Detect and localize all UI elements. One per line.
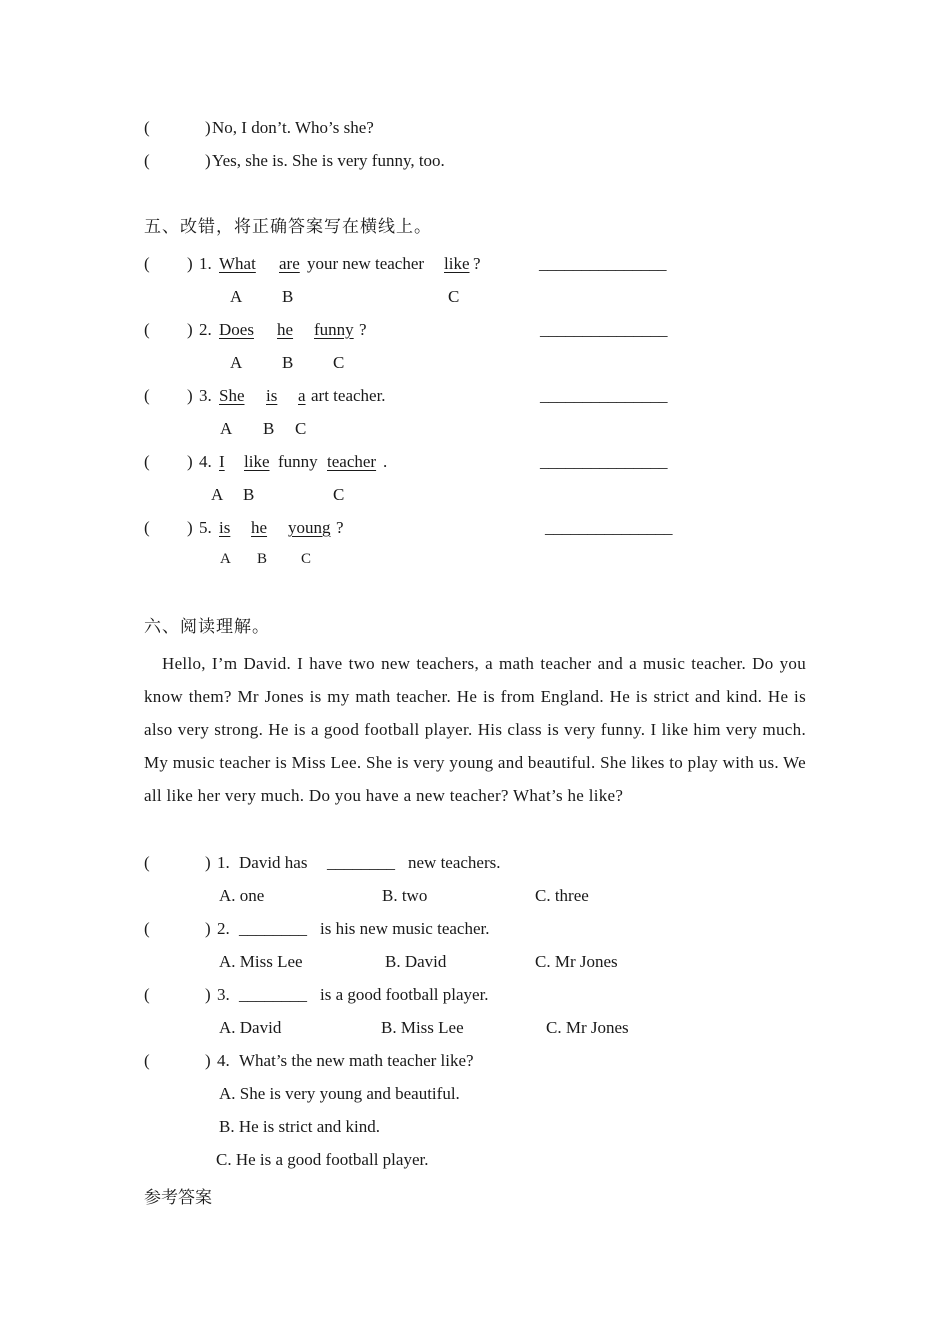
option-b-word: is xyxy=(266,386,278,405)
option-a[interactable]: A. one xyxy=(219,886,265,905)
sentence-end: ? xyxy=(473,254,481,273)
answer-paren-open: ( xyxy=(144,254,150,273)
item-number: 3. xyxy=(199,386,212,405)
answer-paren-open: ( xyxy=(144,452,150,471)
sentence-text: your new teacher xyxy=(307,254,425,273)
option-b-word: like xyxy=(244,452,270,471)
label-a: A xyxy=(230,353,243,372)
label-c: C xyxy=(333,485,345,504)
question-blank[interactable]: ________ xyxy=(327,853,395,872)
option-b[interactable]: B. He is strict and kind. xyxy=(219,1117,381,1136)
option-c[interactable]: C. He is a good football player. xyxy=(216,1150,429,1169)
answer-paren-close: ) xyxy=(205,151,211,170)
option-a-word: She xyxy=(219,386,245,405)
option-c-word: teacher xyxy=(327,452,377,471)
label-a: A xyxy=(211,485,224,504)
answer-paren-close: ) xyxy=(187,452,193,471)
answer-paren-open: ( xyxy=(144,853,150,872)
question-number: 3. xyxy=(217,985,230,1004)
option-b[interactable]: B. David xyxy=(385,952,447,971)
answer-paren-open: ( xyxy=(144,118,150,137)
question-blank[interactable]: ________ xyxy=(239,919,307,938)
question-text: What’s the new math teacher like? xyxy=(239,1051,474,1070)
dialogue-text: Yes, she is. She is very funny, too. xyxy=(212,151,445,170)
dialogue-text: No, I don’t. Who’s she? xyxy=(212,118,374,137)
label-b: B xyxy=(257,551,268,567)
answer-paren-open: ( xyxy=(144,320,150,339)
option-b[interactable]: B. Miss Lee xyxy=(381,1018,464,1037)
item-number: 5. xyxy=(199,518,212,537)
section6-heading: 六、阅读理解。 xyxy=(144,617,270,637)
question-post: is a good football player. xyxy=(320,985,489,1004)
option-a-word: What xyxy=(219,254,256,273)
sentence-text: funny xyxy=(278,452,318,471)
option-a-word: is xyxy=(219,518,231,537)
label-c: C xyxy=(333,353,345,372)
option-a-word: Does xyxy=(219,320,254,339)
answer-paren-open: ( xyxy=(144,985,150,1004)
question-pre: David has xyxy=(239,853,308,872)
question-number: 2. xyxy=(217,919,230,938)
option-b[interactable]: B. two xyxy=(382,886,428,905)
item-number: 4. xyxy=(199,452,212,471)
item-number: 1. xyxy=(199,254,212,273)
option-c-word: like xyxy=(444,254,470,273)
option-c-word: a xyxy=(298,386,306,405)
passage-text: Hello, I’m David. I have two new teachers, a math teacher and a music teacher. Do you know them? Mr Jones is my math teacher. He is from England. He is strict and kind. He is also very strong. He is a good football player. His class is very funny. I like him very much. My music teacher is Miss Lee. She is very young and beautiful. She likes to play with us. We all like her very much. Do you have a new teacher? What’s he like? xyxy=(144,654,806,805)
sentence-end: art teacher. xyxy=(311,386,386,405)
section5-heading: 五、改错，将正确答案写在横线上。 xyxy=(144,217,432,237)
item-number: 2. xyxy=(199,320,212,339)
option-c-word: funny xyxy=(314,320,354,339)
answer-paren-close: ) xyxy=(205,985,211,1004)
option-a-word: I xyxy=(219,452,225,471)
label-b: B xyxy=(263,419,275,438)
question-blank[interactable]: ________ xyxy=(239,985,307,1004)
answer-paren-open: ( xyxy=(144,518,150,537)
option-a[interactable]: A. She is very young and beautiful. xyxy=(219,1084,460,1103)
label-b: B xyxy=(243,485,255,504)
label-c: C xyxy=(301,551,312,567)
option-a[interactable]: A. David xyxy=(219,1018,282,1037)
answer-paren-close: ) xyxy=(205,1051,211,1070)
label-a: A xyxy=(230,287,243,306)
label-a: A xyxy=(220,551,231,567)
option-b-word: he xyxy=(251,518,268,537)
answer-paren-close: ) xyxy=(187,320,193,339)
answer-paren-close: ) xyxy=(187,518,193,537)
answer-paren-open: ( xyxy=(144,151,150,170)
answer-paren-close: ) xyxy=(187,254,193,273)
answer-paren-open: ( xyxy=(144,1051,150,1070)
reading-passage xyxy=(144,647,806,812)
answer-blank[interactable]: _______________ xyxy=(545,518,673,537)
option-a[interactable]: A. Miss Lee xyxy=(219,952,303,971)
answer-paren-close: ) xyxy=(205,853,211,872)
answer-paren-open: ( xyxy=(144,386,150,405)
answer-blank[interactable]: _______________ xyxy=(540,320,668,339)
question-number: 1. xyxy=(217,853,230,872)
label-a: A xyxy=(220,419,233,438)
answer-paren-open: ( xyxy=(144,919,150,938)
label-b: B xyxy=(282,287,294,306)
answer-paren-close: ) xyxy=(187,386,193,405)
sentence-end: . xyxy=(383,452,388,471)
label-c: C xyxy=(448,287,460,306)
answer-paren-close: ) xyxy=(205,118,211,137)
answer-blank[interactable]: _______________ xyxy=(539,254,667,273)
question-post: new teachers. xyxy=(408,853,501,872)
option-c[interactable]: C. Mr Jones xyxy=(546,1018,629,1037)
answer-paren-close: ) xyxy=(205,919,211,938)
sentence-end: ? xyxy=(336,518,344,537)
label-b: B xyxy=(282,353,294,372)
label-c: C xyxy=(295,419,307,438)
answers-heading: 参考答案 xyxy=(144,1188,212,1208)
option-c[interactable]: C. three xyxy=(535,886,589,905)
option-c[interactable]: C. Mr Jones xyxy=(535,952,618,971)
option-c-word: young xyxy=(288,518,331,537)
answer-blank[interactable]: _______________ xyxy=(540,386,668,405)
option-b-word: are xyxy=(279,254,300,273)
question-post: is his new music teacher. xyxy=(320,919,490,938)
question-number: 4. xyxy=(217,1051,230,1070)
option-b-word: he xyxy=(277,320,294,339)
answer-blank[interactable]: _______________ xyxy=(540,452,668,471)
sentence-end: ? xyxy=(359,320,367,339)
